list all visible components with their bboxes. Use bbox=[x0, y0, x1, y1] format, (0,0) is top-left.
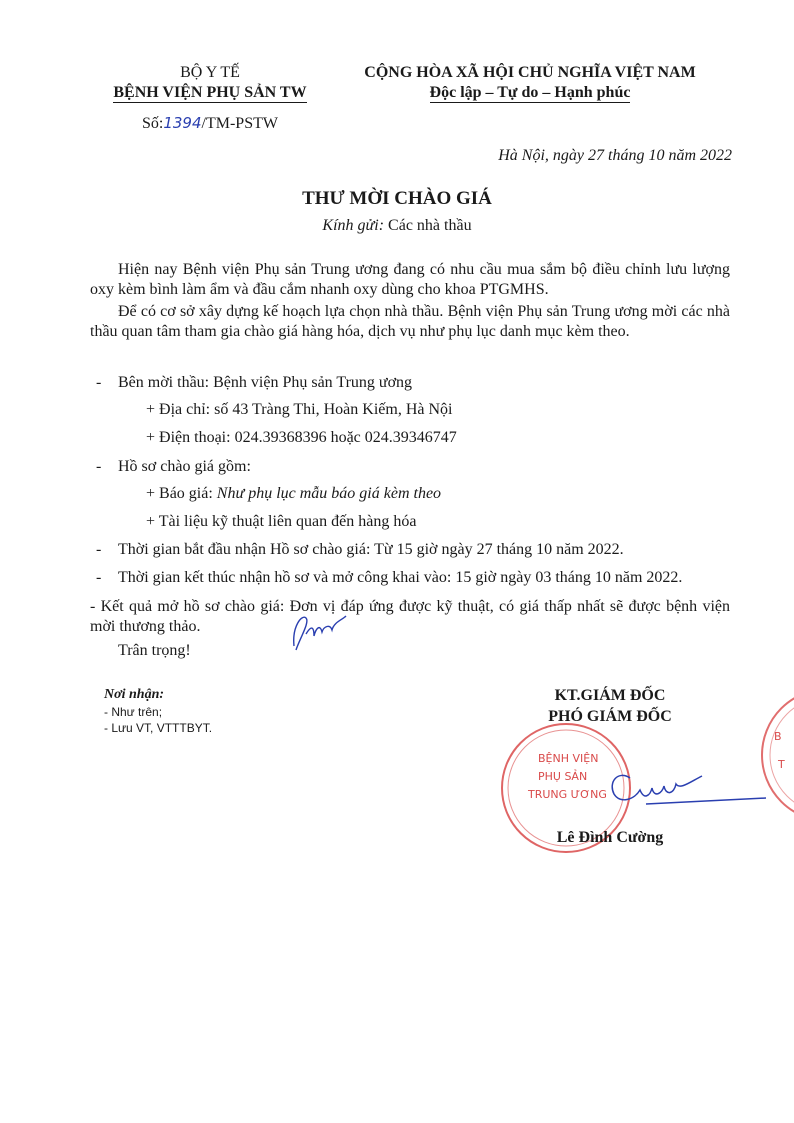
hospital-name: BỆNH VIỆN PHỤ SẢN TW bbox=[113, 84, 307, 101]
closing: Trân trọng! bbox=[118, 642, 191, 659]
paragraph-2: Để có cơ sở xây dựng kế hoạch lựa chọn nhà thầu. Bệnh viện Phụ sản Trung ương mời các nhà thầu quan tâm tham gia chào giá hàng hóa, dịch vụ như phụ lục danh mục kèm theo. bbox=[90, 303, 730, 340]
item-end-time: Thời gian kết thúc nhận hồ sơ và mở công khai vào: 15 giờ ngày 03 tháng 10 năm 2022. bbox=[118, 569, 683, 586]
header-right bbox=[330, 63, 730, 103]
signature-title-1: KT.GIÁM ĐỐC bbox=[554, 687, 666, 704]
item-dossier: Hồ sơ chào giá gồm: bbox=[118, 458, 251, 475]
bullet-dash: - bbox=[96, 569, 102, 586]
recipient-label: Kính gửi: bbox=[322, 217, 385, 234]
item-quote: + Báo giá: Như phụ lục mẫu báo giá kèm theo bbox=[146, 485, 442, 502]
handwritten-number: 1394 bbox=[163, 114, 202, 132]
director-signature bbox=[590, 760, 770, 820]
ministry-name: BỘ Y TẾ bbox=[180, 64, 240, 81]
bullet-dash: - bbox=[96, 541, 102, 558]
receivers-block bbox=[104, 686, 212, 736]
stamp-line-3: TRUNG ƯƠNG bbox=[528, 788, 607, 801]
country-name: CỘNG HÒA XÃ HỘI CHỦ NGHĨA VIỆT NAM bbox=[364, 64, 696, 81]
receiver-line: - Như trên; bbox=[104, 705, 163, 719]
signature-title-2: PHÓ GIÁM ĐỐC bbox=[548, 708, 672, 725]
item-start-time: Thời gian bắt đầu nhận Hồ sơ chào giá: Từ 15 giờ ngày 27 tháng 10 năm 2022. bbox=[118, 541, 624, 558]
signer-name: Lê Đình Cường bbox=[556, 829, 664, 846]
item-docs: + Tài liệu kỹ thuật liên quan đến hàng hóa bbox=[146, 513, 417, 530]
document-number: Số:1394/TM-PSTW bbox=[142, 114, 278, 132]
page-title: THƯ MỜI CHÀO GIÁ bbox=[302, 188, 492, 209]
initials-signature bbox=[284, 606, 354, 656]
stamp-line-2: PHỤ SẢN bbox=[538, 770, 588, 783]
bullet-dash: - bbox=[96, 458, 102, 475]
receiver-line: - Lưu VT, VTTTBYT. bbox=[104, 721, 213, 735]
motto: Độc lập – Tự do – Hạnh phúc bbox=[429, 84, 631, 101]
paragraph-1: Hiện nay Bệnh viện Phụ sản Trung ương đang có nhu cầu mua sắm bộ điều chỉnh lưu lượng oxy kèm bình làm ẩm và đầu cắm nhanh oxy dùng cho khoa PTGMHS. bbox=[90, 261, 730, 298]
date-line: Hà Nội, ngày 27 tháng 10 năm 2022 bbox=[498, 147, 732, 164]
item-result: - Kết quả mở hồ sơ chào giá: Đơn vị đáp ứng được kỹ thuật, có giá thấp nhất sẽ được bệnh viện mời thương thảo. bbox=[90, 598, 730, 635]
receivers-label: Nơi nhận: bbox=[104, 687, 165, 702]
bullet-dash: - bbox=[96, 374, 102, 391]
item-inviter: Bên mời thầu: Bệnh viện Phụ sản Trung ương bbox=[118, 374, 413, 391]
item-address: + Địa chỉ: số 43 Tràng Thi, Hoàn Kiếm, Hà Nội bbox=[146, 401, 453, 418]
recipient-value: Các nhà thầu bbox=[388, 217, 472, 234]
svg-text:B: B bbox=[774, 730, 782, 743]
svg-text:T: T bbox=[778, 758, 785, 771]
recipient-line bbox=[0, 216, 794, 236]
stamp-line-1: BỆNH VIỆN bbox=[538, 752, 599, 765]
item-phone: + Điện thoại: 024.39368396 hoặc 024.39346747 bbox=[146, 429, 457, 446]
header-left bbox=[90, 63, 330, 134]
